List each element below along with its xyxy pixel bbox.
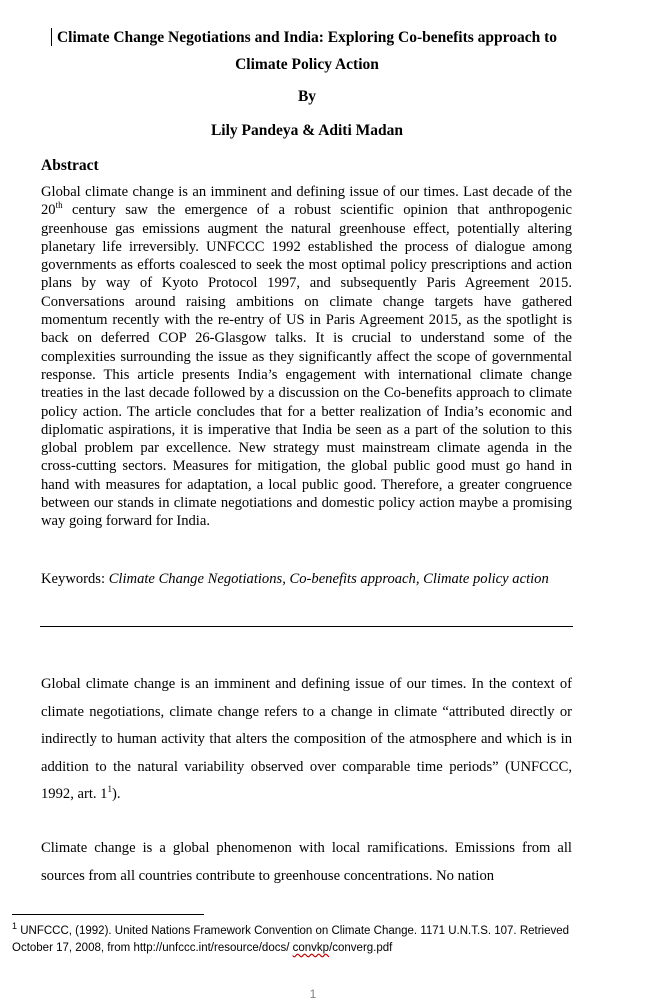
footnote-reference[interactable]: 1 xyxy=(107,784,112,795)
abstract-text-part-2: century saw the emergence of a robust scientific opinion that anthropogenic greenhouse gas emissions augment the natural greenhouse effect, potentially altering planetary life irreversibly. UNFCCC 1992 established the process of dialogue among governments as efforts coalesced to seek the most optimal policy prescriptions and action plans by way of Kyoto Protocol 1997, and subsequently Paris Agreement 2015. Conversations around raising ambitions on climate change targets have gathered momentum recently with the re-entry of US in Paris Agreement 2015, as the spotlight is back on deferred COP 26-Glasgow talks. It is crucial to understand some of the complexities surrounding the issue as they significantly affect the scope of governmental response. This article presents India’s engagement with international climate change treaties in the last decade followed by a discussion on the Co-benefits approach to climate policy action. The article concludes that for a better realization of India’s economic and diplomatic aspirations, it is imperative that India be seen as a part of the solution to this global problem par excellence. New strategy must mainstream climate agenda in the cross-cutting sectors. Measures for mitigation, the global public good must go hand in hand with measures for adaptation, a local public good. Therefore, a greater congruence between our stands in climate negotiations and domestic policy action maybe a promising way going forward for India. xyxy=(41,202,572,530)
author-names: Lily Pandeya & Aditi Madan xyxy=(210,122,404,139)
spellcheck-flagged-word[interactable]: convkp xyxy=(292,942,330,954)
section-divider xyxy=(40,626,573,627)
paper-title xyxy=(41,24,573,78)
abstract-superscript: th xyxy=(55,200,63,211)
keywords-terms: Climate Change Negotiations, Co-benefits approach, Climate policy action xyxy=(108,571,549,587)
body-paragraph-1 xyxy=(41,671,572,809)
footnote-separator xyxy=(12,914,204,915)
abstract-text-part-1: Global climate change is an imminent and defining issue of our times. Last decade of the 20 xyxy=(41,184,572,219)
footnote-text: UNFCCC, (1992). United Nations Framework Convention on Climate Change. 1171 U.N.T.S. 107. Retrieved October 17, 2008, from http://unfccc.int/resource/docs/ xyxy=(12,925,570,954)
body-paragraph-2: Climate change is a global phenomenon with local ramifications. Emissions from all sources from all countries contribute to greenhouse concentrations. No nation xyxy=(41,840,572,884)
body-paragraph-1-end: ). xyxy=(111,786,121,802)
keywords-label: Keywords: xyxy=(41,571,109,587)
abstract-heading: Abstract xyxy=(41,157,99,174)
byline-by: By xyxy=(297,88,317,105)
footnote-text-end: /converg.pdf xyxy=(329,942,393,954)
footnote-marker: 1 xyxy=(12,921,18,932)
body-paragraph-1-text: Global climate change is an imminent and defining issue of our times. In the context of climate negotiations, climate change refers to a change in climate “attributed directly or indirectly to human activity that alters the composition of the atmosphere and which is in addition to the natural variability observed over comparable time periods” (UNFCCC, 1992, art. 1 xyxy=(41,676,572,802)
abstract-text xyxy=(41,183,572,531)
footnote xyxy=(12,923,612,957)
title-line-1: Climate Change Negotiations and India: Exploring Co-benefits approach to xyxy=(56,29,558,46)
keywords-line xyxy=(41,570,572,589)
text-cursor xyxy=(51,28,52,46)
page-number: 1 xyxy=(309,987,317,1001)
title-line-2: Climate Policy Action xyxy=(235,56,379,73)
